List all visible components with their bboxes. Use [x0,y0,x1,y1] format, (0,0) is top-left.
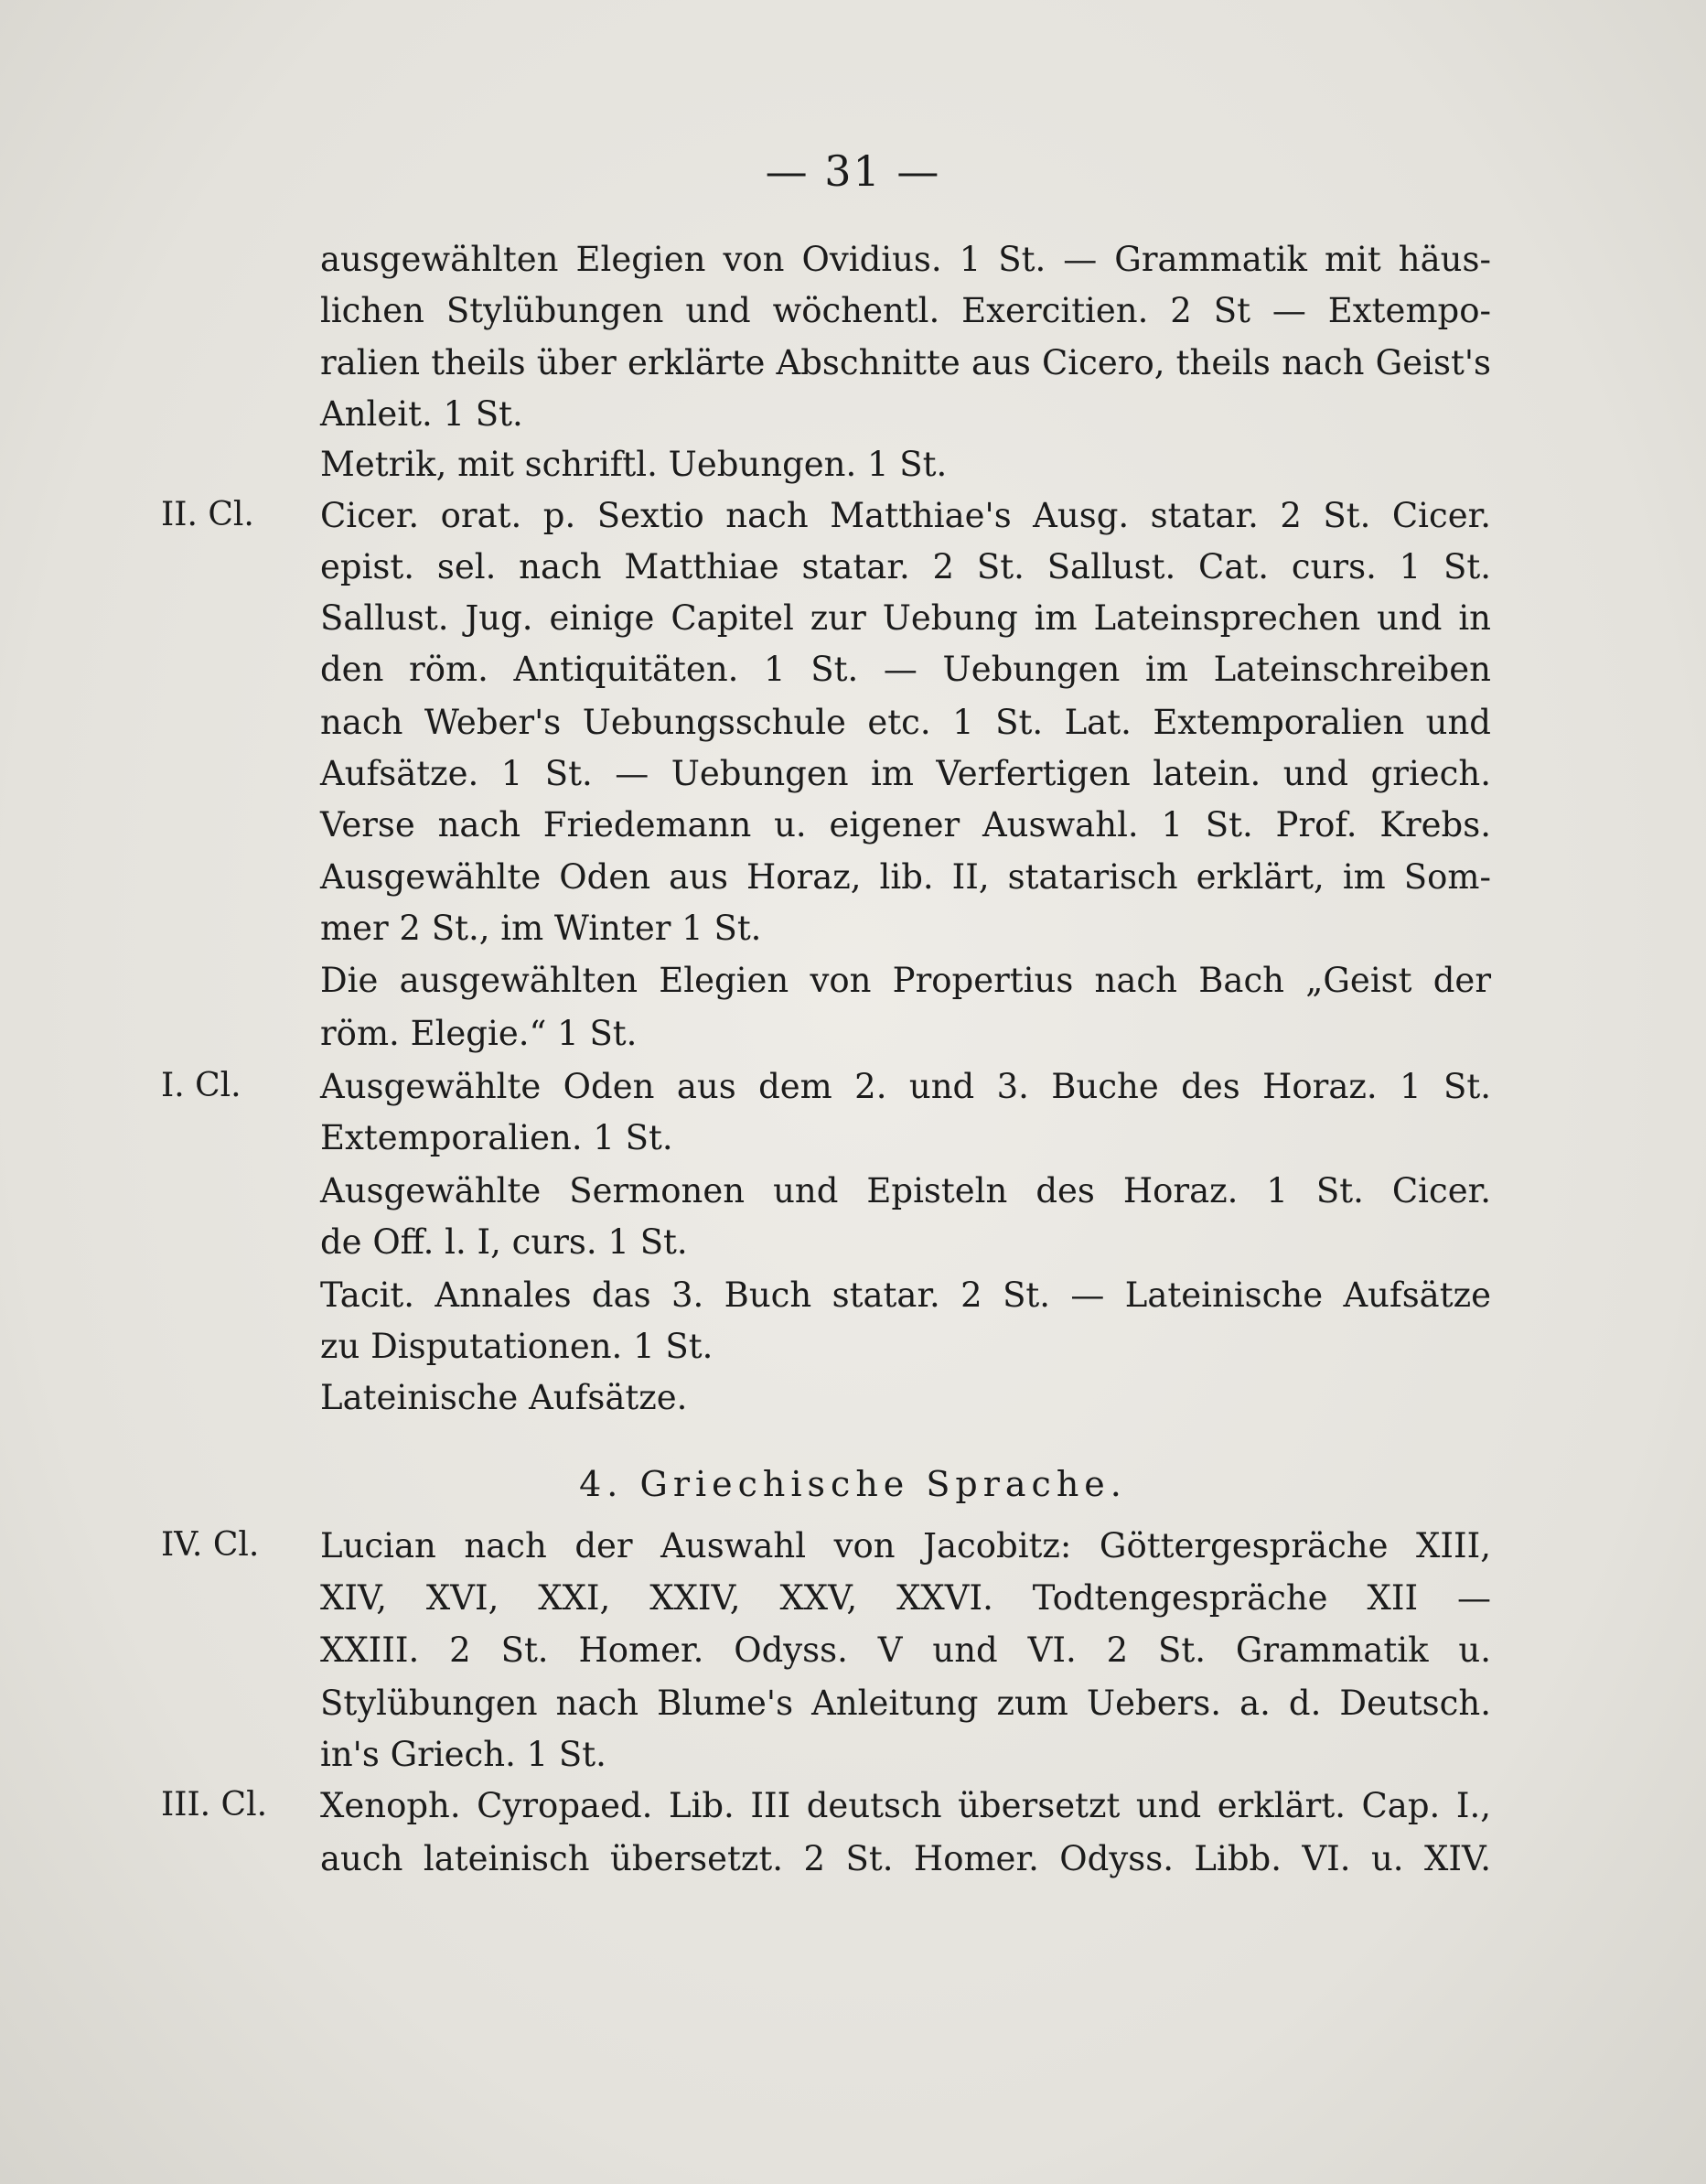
class-label: I. Cl. [161,1067,241,1104]
line-text: epist. sel. nach Matthiae statar. 2 St. Sallust. Cat. curs. 1 St. [320,547,1491,586]
class-label: IV. Cl. [161,1526,260,1564]
line-text: Metrik, mit schriftl. Uebungen. 1 St. [320,445,948,484]
class-label: II. Cl. [161,496,254,533]
line-text: in's Griech. 1 St. [320,1735,606,1774]
line-text: de Off. l. I, curs. 1 St. [320,1222,688,1262]
line-text: XXIII. 2 St. Homer. Odyss. V und VI. 2 St. Grammatik u. [320,1630,1491,1670]
line-text: Extemporalien. 1 St. [320,1118,673,1157]
line-text: röm. Elegie.“ 1 St. [320,1014,638,1053]
line-text: Cicer. orat. p. Sextio nach Matthiae's Ausg. statar. 2 St. Cicer. [320,496,1491,535]
line-text: Sallust. Jug. einige Capitel zur Uebung im Lateinsprechen und in [320,598,1491,638]
line-text: ralien theils über erklärte Abschnitte aus Cicero, theils nach Geist's [320,343,1491,382]
line-text: mer 2 St., im Winter 1 St. [320,909,762,948]
line-text: Xenoph. Cyropaed. Lib. III deutsch übersetzt und erklärt. Cap. I., [320,1786,1491,1825]
line-text: Stylübungen nach Blume's Anleitung zum Uebers. a. d. Deutsch. [320,1684,1491,1723]
line-text: Ausgewählte Sermonen und Episteln des Horaz. 1 St. Cicer. [320,1171,1491,1210]
line-text: Verse nach Friedemann u. eigener Auswahl. 1 St. Prof. Krebs. [320,805,1491,845]
line-text: Ausgewählte Oden aus Horaz, lib. II, statarisch erklärt, im Som- [320,857,1491,897]
line-text: Ausgewählte Oden aus dem 2. und 3. Buche des Horaz. 1 St. [320,1067,1491,1106]
line-text: Die ausgewählten Elegien von Propertius nach Bach „Geist der [320,961,1491,1000]
line-text: den röm. Antiquitäten. 1 St. — Uebungen im Lateinschreiben [320,650,1491,689]
line-text: Lateinische Aufsätze. [320,1378,688,1417]
line-text: nach Weber's Uebungsschule etc. 1 St. Lat. Extemporalien und [320,703,1491,742]
line-text: ausgewählten Elegien von Ovidius. 1 St. — Grammatik mit häus- [320,240,1491,279]
class-label: III. Cl. [161,1786,268,1824]
line-text: Aufsätze. 1 St. — Uebungen im Verfertigen latein. und griech. [320,754,1491,793]
line-text: Anleit. 1 St. [320,394,523,434]
section-heading: 4. Griechische Sprache. [579,1464,1127,1504]
page-number: — 31 — [765,146,941,196]
line-text: Lucian nach der Auswahl von Jacobitz: Göttergespräche XIII, [320,1526,1491,1565]
line-text: lichen Stylübungen und wöchentl. Exercitien. 2 St — Extempo- [320,291,1491,330]
line-text: XIV, XVI, XXI, XXIV, XXV, XXVI. Todtengespräche XII — [320,1578,1491,1618]
line-text: zu Disputationen. 1 St. [320,1327,714,1366]
line-text: Tacit. Annales das 3. Buch statar. 2 St. — Lateinische Aufsätze [320,1275,1491,1315]
line-text: auch lateinisch übersetzt. 2 St. Homer. Odyss. Libb. VI. u. XIV. [320,1839,1491,1878]
